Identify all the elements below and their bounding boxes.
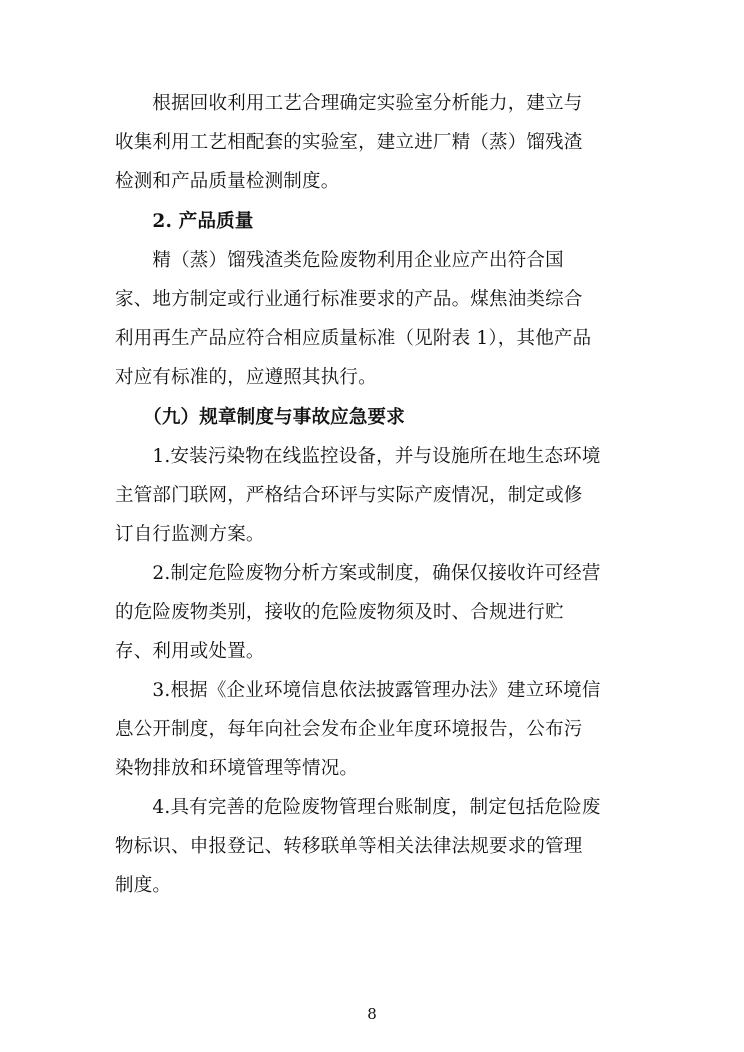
section-heading: 2. 产品质量 [115, 211, 254, 232]
paragraph-line: 制度。 [115, 875, 172, 896]
paragraph-line: 染物排放和环境管理等情况。 [115, 758, 359, 779]
paragraph-line: 3.根据《企业环境信息依法披露管理办法》建立环境信 [115, 680, 601, 701]
paragraph-line: 利用再生产品应符合相应质量标准（见附表 1），其他产品 [115, 328, 592, 349]
paragraph-line: 对应有标准的，应遵照其执行。 [115, 367, 377, 388]
paragraph-line: 检测和产品质量检测制度。 [115, 171, 340, 192]
paragraph-line: 订自行监测方案。 [115, 524, 265, 545]
paragraph-line: 的危险废物类别，接收的危险废物须及时、合规进行贮 [115, 602, 564, 623]
paragraph-line: 4.具有完善的危险废物管理台账制度，制定包括危险废 [115, 797, 601, 818]
paragraph-line: 存、利用或处置。 [115, 641, 265, 662]
paragraph-line: 根据回收利用工艺合理确定实验室分析能力，建立与 [115, 93, 583, 114]
paragraph-line: 主管部门联网，严格结合环评与实际产废情况，制定或修 [115, 485, 583, 506]
paragraph-line: 精（蒸）馏残渣类危险废物利用企业应产出符合国 [115, 250, 564, 271]
paragraph-line: 物标识、申报登记、转移联单等相关法律法规要求的管理 [115, 836, 583, 857]
section-heading: （九）规章制度与事故应急要求 [115, 407, 405, 428]
paragraph-line: 息公开制度，每年向社会发布企业年度环境报告，公布污 [115, 719, 583, 740]
paragraph-line: 收集利用工艺相配套的实验室，建立进厂精（蒸）馏残渣 [115, 132, 583, 153]
paragraph-line: 2.制定危险废物分析方案或制度，确保仅接收许可经营 [115, 563, 601, 584]
paragraph-line: 1.安装污染物在线监控设备，并与设施所在地生态环境 [115, 446, 601, 467]
paragraph-line: 家、地方制定或行业通行标准要求的产品。煤焦油类综合 [115, 289, 583, 310]
page-number: 8 [367, 1005, 377, 1023]
